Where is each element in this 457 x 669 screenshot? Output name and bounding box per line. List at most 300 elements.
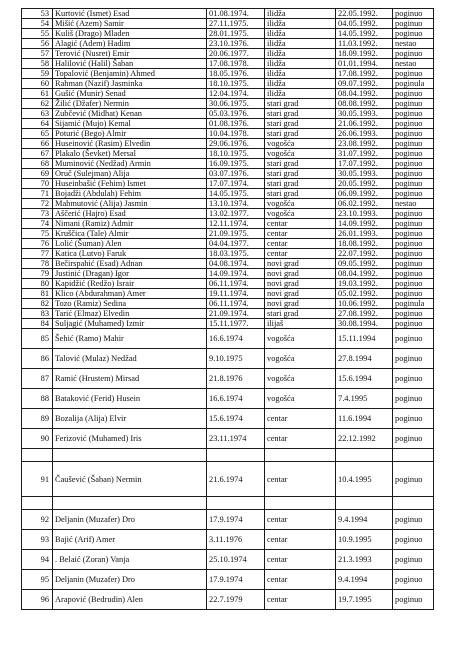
- row-number-cell: 74: [22, 219, 53, 229]
- event-date-cell: 10.06.1992.: [336, 299, 393, 309]
- municipality-cell: centar: [265, 249, 336, 259]
- birth-date-cell: 29.06.1976.: [207, 139, 265, 149]
- row-number-cell: [22, 497, 53, 510]
- event-date-cell: 17.07.1992.: [336, 159, 393, 169]
- status-cell: poginuo: [393, 259, 434, 269]
- row-number-cell: 55: [22, 29, 53, 39]
- status-cell: nestao: [393, 199, 434, 209]
- birth-date-cell: 04.08.1974.: [207, 259, 265, 269]
- birth-date-cell: 04.04.1977.: [207, 239, 265, 249]
- birth-date-cell: 30.06.1975.: [207, 99, 265, 109]
- municipality-cell: novi grad: [265, 289, 336, 299]
- person-name-cell: Bozalija (Alija) Elvir: [53, 409, 207, 429]
- person-name-cell: Topalović (Benjamin) Ahmed: [53, 69, 207, 79]
- table-row: [22, 389, 434, 409]
- row-number-cell: 61: [22, 89, 53, 99]
- status-cell: poginuo: [393, 179, 434, 189]
- municipality-cell: stari grad: [265, 169, 336, 179]
- event-date-cell: 08.04.1992.: [336, 89, 393, 99]
- row-number-cell: 60: [22, 79, 53, 89]
- event-date-cell: 23.10.1993.: [336, 209, 393, 219]
- event-date-cell: 23.08.1992.: [336, 139, 393, 149]
- municipality-cell: stari grad: [265, 189, 336, 199]
- person-name-cell: Gušić (Munir) Senad: [53, 89, 207, 99]
- table-row: [22, 349, 434, 369]
- municipality-cell: vogošća: [265, 199, 336, 209]
- municipality-cell: stari grad: [265, 99, 336, 109]
- table-row: [22, 59, 434, 69]
- row-number-cell: 70: [22, 179, 53, 189]
- municipality-cell: [265, 449, 336, 462]
- status-cell: poginuo: [393, 99, 434, 109]
- table-row: [22, 79, 434, 89]
- birth-date-cell: 13.02.1977.: [207, 209, 265, 219]
- event-date-cell: 26.06.1993.: [336, 129, 393, 139]
- row-number-cell: 57: [22, 49, 53, 59]
- event-date-cell: 27.08.1992.: [336, 309, 393, 319]
- row-number-cell: 75: [22, 229, 53, 239]
- municipality-cell: vogošća: [265, 389, 336, 409]
- status-cell: poginuo: [393, 269, 434, 279]
- event-date-cell: 18.09.1992.: [336, 49, 393, 59]
- birth-date-cell: [207, 497, 265, 510]
- municipality-cell: centar: [265, 510, 336, 530]
- row-number-cell: 79: [22, 269, 53, 279]
- status-cell: poginuo: [393, 570, 434, 590]
- birth-date-cell: 14.05.1975.: [207, 189, 265, 199]
- municipality-cell: ilidža: [265, 9, 336, 19]
- birth-date-cell: 17.08.1978.: [207, 59, 265, 69]
- birth-date-cell: 18.03.1975.: [207, 249, 265, 259]
- event-date-cell: 19.03.1992.: [336, 279, 393, 289]
- birth-date-cell: 22.7.1979: [207, 590, 265, 610]
- event-date-cell: 9.4.1994: [336, 510, 393, 530]
- person-name-cell: Mišić (Azem) Samir: [53, 19, 207, 29]
- event-date-cell: 26.01.1993.: [336, 229, 393, 239]
- table-row: [22, 189, 434, 199]
- municipality-cell: stari grad: [265, 179, 336, 189]
- event-date-cell: 19.7.1995: [336, 590, 393, 610]
- table-row: [22, 109, 434, 119]
- birth-date-cell: 19.11.1974.: [207, 289, 265, 299]
- status-cell: poginuo: [393, 149, 434, 159]
- empty-row: [22, 497, 434, 510]
- row-number-cell: 76: [22, 239, 53, 249]
- row-number-cell: 54: [22, 19, 53, 29]
- person-name-cell: Lolić (Šuman) Alen: [53, 239, 207, 249]
- status-cell: poginuo: [393, 389, 434, 409]
- municipality-cell: vogošća: [265, 329, 336, 349]
- event-date-cell: 9.4.1994: [336, 570, 393, 590]
- table-row: [22, 550, 434, 570]
- status-cell: poginuo: [393, 209, 434, 219]
- municipality-cell: centar: [265, 219, 336, 229]
- birth-date-cell: 21.8.1976: [207, 369, 265, 389]
- person-name-cell: Ferizović (Muhamed) Iris: [53, 429, 207, 449]
- event-date-cell: 22.12.1992: [336, 429, 393, 449]
- municipality-cell: vogošća: [265, 149, 336, 159]
- person-name-cell: Čaušević (Šaban) Nermin: [53, 462, 207, 497]
- row-number-cell: 56: [22, 39, 53, 49]
- event-date-cell: 18.08.1992.: [336, 239, 393, 249]
- status-cell: [393, 449, 434, 462]
- row-number-cell: 84: [22, 319, 53, 329]
- birth-date-cell: 21.6.1974: [207, 462, 265, 497]
- status-cell: poginuo: [393, 349, 434, 369]
- table-row: [22, 129, 434, 139]
- table-row: [22, 319, 434, 329]
- birth-date-cell: 03.07.1976.: [207, 169, 265, 179]
- row-number-cell: 65: [22, 129, 53, 139]
- table-row: [22, 462, 434, 497]
- event-date-cell: 05.02.1992.: [336, 289, 393, 299]
- person-name-cell: Kapidžić (Redžo) Israir: [53, 279, 207, 289]
- birth-date-cell: 12.11.1974.: [207, 219, 265, 229]
- status-cell: poginuo: [393, 29, 434, 39]
- casualty-table: [21, 8, 434, 610]
- municipality-cell: vogošća: [265, 139, 336, 149]
- person-name-cell: [53, 449, 207, 462]
- event-date-cell: 04.05.1992.: [336, 19, 393, 29]
- table-row: [22, 409, 434, 429]
- birth-date-cell: 06.11.1974.: [207, 299, 265, 309]
- table-row: [22, 89, 434, 99]
- person-name-cell: Bataković (Ferid) Husein: [53, 389, 207, 409]
- row-number-cell: 90: [22, 429, 53, 449]
- table-row: [22, 19, 434, 29]
- row-number-cell: [22, 449, 53, 462]
- status-cell: poginuo: [393, 129, 434, 139]
- person-name-cell: Muminović (Nedžad) Armin: [53, 159, 207, 169]
- municipality-cell: ilidža: [265, 79, 336, 89]
- table-row: [22, 570, 434, 590]
- row-number-cell: 62: [22, 99, 53, 109]
- row-number-cell: 72: [22, 199, 53, 209]
- status-cell: poginuo: [393, 510, 434, 530]
- row-number-cell: 86: [22, 349, 53, 369]
- person-name-cell: Halilović (Halil) Šaban: [53, 59, 207, 69]
- status-cell: poginuo: [393, 409, 434, 429]
- status-cell: poginuo: [393, 279, 434, 289]
- event-date-cell: 01.01.1994.: [336, 59, 393, 69]
- birth-date-cell: 18.10.1975.: [207, 79, 265, 89]
- table-row: [22, 179, 434, 189]
- person-name-cell: Talović (Mulaz) Nedžad: [53, 349, 207, 369]
- table-row: [22, 49, 434, 59]
- row-number-cell: 59: [22, 69, 53, 79]
- municipality-cell: ilidža: [265, 59, 336, 69]
- municipality-cell: centar: [265, 409, 336, 429]
- person-name-cell: [53, 497, 207, 510]
- municipality-cell: centar: [265, 229, 336, 239]
- status-cell: poginuo: [393, 229, 434, 239]
- status-cell: poginuo: [393, 530, 434, 550]
- municipality-cell: ilidža: [265, 49, 336, 59]
- municipality-cell: centar: [265, 550, 336, 570]
- status-cell: poginuo: [393, 289, 434, 299]
- birth-date-cell: 21.09.1975.: [207, 229, 265, 239]
- person-name-cell: Tozo (Ramiz) Sedina: [53, 299, 207, 309]
- municipality-cell: ilijaš: [265, 319, 336, 329]
- row-number-cell: 89: [22, 409, 53, 429]
- municipality-cell: stari grad: [265, 109, 336, 119]
- person-name-cell: Žilić (Džafer) Nermin: [53, 99, 207, 109]
- row-number-cell: 78: [22, 259, 53, 269]
- event-date-cell: 31.07.1992.: [336, 149, 393, 159]
- birth-date-cell: 13.10.1974.: [207, 199, 265, 209]
- municipality-cell: stari grad: [265, 309, 336, 319]
- birth-date-cell: 3.11.1976: [207, 530, 265, 550]
- table-row: [22, 99, 434, 109]
- municipality-cell: vogošća: [265, 369, 336, 389]
- person-name-cell: Oruč (Sulejman) Alija: [53, 169, 207, 179]
- birth-date-cell: 01.08.1974.: [207, 9, 265, 19]
- row-number-cell: 96: [22, 590, 53, 610]
- birth-date-cell: 17.9.1974: [207, 510, 265, 530]
- event-date-cell: 21.3.1993: [336, 550, 393, 570]
- person-name-cell: Kuliš (Drago) Mladen: [53, 29, 207, 39]
- event-date-cell: 22.07.1992.: [336, 249, 393, 259]
- event-date-cell: 09.05.1992.: [336, 259, 393, 269]
- municipality-cell: ilidža: [265, 39, 336, 49]
- municipality-cell: vogošća: [265, 209, 336, 219]
- table-row: [22, 590, 434, 610]
- status-cell: [393, 497, 434, 510]
- person-name-cell: Katica (Lutvo) Faruk: [53, 249, 207, 259]
- status-cell: poginuo: [393, 119, 434, 129]
- person-name-cell: Zubčević (Midhat) Kenan: [53, 109, 207, 119]
- municipality-cell: [265, 497, 336, 510]
- birth-date-cell: 01.08.1976.: [207, 119, 265, 129]
- person-name-cell: Arapović (Bedrudin) Alen: [53, 590, 207, 610]
- table-row: [22, 329, 434, 349]
- person-name-cell: Klico (Abdurahman) Amer: [53, 289, 207, 299]
- table-row: [22, 299, 434, 309]
- status-cell: poginuo: [393, 189, 434, 199]
- empty-row: [22, 449, 434, 462]
- birth-date-cell: 18.05.1976.: [207, 69, 265, 79]
- birth-date-cell: 25.10.1974: [207, 550, 265, 570]
- birth-date-cell: 10.04.1978.: [207, 129, 265, 139]
- status-cell: poginuo: [393, 219, 434, 229]
- event-date-cell: 06.09.1992.: [336, 189, 393, 199]
- row-number-cell: 58: [22, 59, 53, 69]
- table-row: [22, 229, 434, 239]
- birth-date-cell: 14.09.1974.: [207, 269, 265, 279]
- table-row: [22, 429, 434, 449]
- event-date-cell: 11.6.1994: [336, 409, 393, 429]
- event-date-cell: 15.11.1994: [336, 329, 393, 349]
- person-name-cell: Terović (Nusret) Emir: [53, 49, 207, 59]
- municipality-cell: centar: [265, 590, 336, 610]
- municipality-cell: ilidža: [265, 69, 336, 79]
- status-cell: poginula: [393, 79, 434, 89]
- table-row: [22, 169, 434, 179]
- status-cell: poginuo: [393, 169, 434, 179]
- birth-date-cell: 23.11.1974: [207, 429, 265, 449]
- event-date-cell: 7.4.1995: [336, 389, 393, 409]
- table-row: [22, 199, 434, 209]
- municipality-cell: ilidža: [265, 19, 336, 29]
- status-cell: nestao: [393, 39, 434, 49]
- status-cell: poginuo: [393, 319, 434, 329]
- table-row: [22, 259, 434, 269]
- table-row: [22, 309, 434, 319]
- birth-date-cell: 28.01.1975.: [207, 29, 265, 39]
- row-number-cell: 88: [22, 389, 53, 409]
- table-row: [22, 119, 434, 129]
- municipality-cell: novi grad: [265, 279, 336, 289]
- birth-date-cell: [207, 449, 265, 462]
- status-cell: poginuo: [393, 69, 434, 79]
- row-number-cell: 85: [22, 329, 53, 349]
- status-cell: poginuo: [393, 159, 434, 169]
- municipality-cell: stari grad: [265, 119, 336, 129]
- event-date-cell: 06.02.1992.: [336, 199, 393, 209]
- municipality-cell: ilidža: [265, 89, 336, 99]
- person-name-cell: Mahmutović (Alija) Jasmin: [53, 199, 207, 209]
- status-cell: poginuo: [393, 590, 434, 610]
- status-cell: poginuo: [393, 309, 434, 319]
- table-row: [22, 9, 434, 19]
- event-date-cell: 08.08.1992.: [336, 99, 393, 109]
- table-row: [22, 69, 434, 79]
- table-row: [22, 159, 434, 169]
- status-cell: poginuo: [393, 329, 434, 349]
- municipality-cell: ilidža: [265, 29, 336, 39]
- status-cell: poginuo: [393, 9, 434, 19]
- municipality-cell: novi grad: [265, 259, 336, 269]
- person-name-cell: Suljagić (Muhamed) Izmir: [53, 319, 207, 329]
- status-cell: poginuo: [393, 239, 434, 249]
- municipality-cell: stari grad: [265, 159, 336, 169]
- birth-date-cell: 06.11.1974.: [207, 279, 265, 289]
- event-date-cell: 20.05.1992.: [336, 179, 393, 189]
- status-cell: poginuo: [393, 109, 434, 119]
- birth-date-cell: 05.03.1976.: [207, 109, 265, 119]
- table-row: [22, 279, 434, 289]
- event-date-cell: 27.8.1994: [336, 349, 393, 369]
- row-number-cell: 80: [22, 279, 53, 289]
- birth-date-cell: 27.11.1975.: [207, 19, 265, 29]
- birth-date-cell: 16.09.1975.: [207, 159, 265, 169]
- status-cell: poginula: [393, 299, 434, 309]
- status-cell: poginuo: [393, 429, 434, 449]
- municipality-cell: stari grad: [265, 129, 336, 139]
- status-cell: poginuo: [393, 550, 434, 570]
- event-date-cell: 10.9.1995: [336, 530, 393, 550]
- table-row: [22, 29, 434, 39]
- municipality-cell: centar: [265, 530, 336, 550]
- event-date-cell: 21.06.1992.: [336, 119, 393, 129]
- row-number-cell: 67: [22, 149, 53, 159]
- birth-date-cell: 12.04.1974.: [207, 89, 265, 99]
- row-number-cell: 71: [22, 189, 53, 199]
- row-number-cell: 92: [22, 510, 53, 530]
- table-row: [22, 39, 434, 49]
- row-number-cell: 68: [22, 159, 53, 169]
- person-name-cell: Nimani (Ramiz) Admir: [53, 219, 207, 229]
- event-date-cell: 14.05.1992.: [336, 29, 393, 39]
- event-date-cell: 17.08.1992.: [336, 69, 393, 79]
- table-row: [22, 530, 434, 550]
- municipality-cell: centar: [265, 429, 336, 449]
- birth-date-cell: 15.11.1977.: [207, 319, 265, 329]
- event-date-cell: [336, 497, 393, 510]
- status-cell: poginuo: [393, 369, 434, 389]
- event-date-cell: 11.03.1992.: [336, 39, 393, 49]
- municipality-cell: centar: [265, 239, 336, 249]
- event-date-cell: 14.09.1992.: [336, 219, 393, 229]
- row-number-cell: 95: [22, 570, 53, 590]
- table-row: [22, 269, 434, 279]
- table-row: [22, 249, 434, 259]
- person-name-cell: Poturić (Bego) Almir: [53, 129, 207, 139]
- person-name-cell: Deljanin (Muzafer) Dro: [53, 570, 207, 590]
- person-name-cell: Bajić (Arif) Amer: [53, 530, 207, 550]
- table-body: [22, 9, 434, 610]
- table-row: [22, 149, 434, 159]
- event-date-cell: 10.4.1995: [336, 462, 393, 497]
- event-date-cell: 30.08.1994.: [336, 319, 393, 329]
- event-date-cell: [336, 449, 393, 462]
- status-cell: poginuo: [393, 249, 434, 259]
- person-name-cell: Kurtović (Ismet) Esad: [53, 9, 207, 19]
- row-number-cell: 66: [22, 139, 53, 149]
- person-name-cell: Huseinbašić (Fehim) Ismet: [53, 179, 207, 189]
- status-cell: poginuo: [393, 89, 434, 99]
- birth-date-cell: 9.10.1975: [207, 349, 265, 369]
- table-row: [22, 510, 434, 530]
- person-name-cell: Kruščica (Tale) Almir: [53, 229, 207, 239]
- row-number-cell: 83: [22, 309, 53, 319]
- status-cell: poginuo: [393, 462, 434, 497]
- table-row: [22, 289, 434, 299]
- person-name-cell: Ramić (Hrustem) Mirsad: [53, 369, 207, 389]
- person-name-cell: Justinić (Dragan) Igor: [53, 269, 207, 279]
- status-cell: poginuo: [393, 49, 434, 59]
- person-name-cell: Rahman (Nazif) Jasminka: [53, 79, 207, 89]
- row-number-cell: 82: [22, 299, 53, 309]
- row-number-cell: 63: [22, 109, 53, 119]
- row-number-cell: 93: [22, 530, 53, 550]
- row-number-cell: 64: [22, 119, 53, 129]
- row-number-cell: 69: [22, 169, 53, 179]
- person-name-cell: Huseinović (Rasim) Elvedin: [53, 139, 207, 149]
- person-name-cell: Bečirspahić (Esad) Adnan: [53, 259, 207, 269]
- birth-date-cell: 16.6.1974: [207, 389, 265, 409]
- person-name-cell: Plakalo (Ševket) Mersal: [53, 149, 207, 159]
- event-date-cell: 30.05.1993.: [336, 169, 393, 179]
- row-number-cell: 91: [22, 462, 53, 497]
- municipality-cell: novi grad: [265, 269, 336, 279]
- event-date-cell: 30.05.1993.: [336, 109, 393, 119]
- status-cell: nestao: [393, 59, 434, 69]
- birth-date-cell: 23.10.1976.: [207, 39, 265, 49]
- table-row: [22, 239, 434, 249]
- birth-date-cell: 20.06.1977.: [207, 49, 265, 59]
- person-name-cell: Šehić (Ramo) Mahir: [53, 329, 207, 349]
- person-name-cell: Deljanin (Muzafer) Dro: [53, 510, 207, 530]
- event-date-cell: 15.6.1994: [336, 369, 393, 389]
- event-date-cell: 22.05.1992.: [336, 9, 393, 19]
- person-name-cell: Bojadži (Abdulah) Fehim: [53, 189, 207, 199]
- municipality-cell: vogošća: [265, 349, 336, 369]
- row-number-cell: 87: [22, 369, 53, 389]
- municipality-cell: novi grad: [265, 299, 336, 309]
- status-cell: poginuo: [393, 139, 434, 149]
- birth-date-cell: 18.10.1975.: [207, 149, 265, 159]
